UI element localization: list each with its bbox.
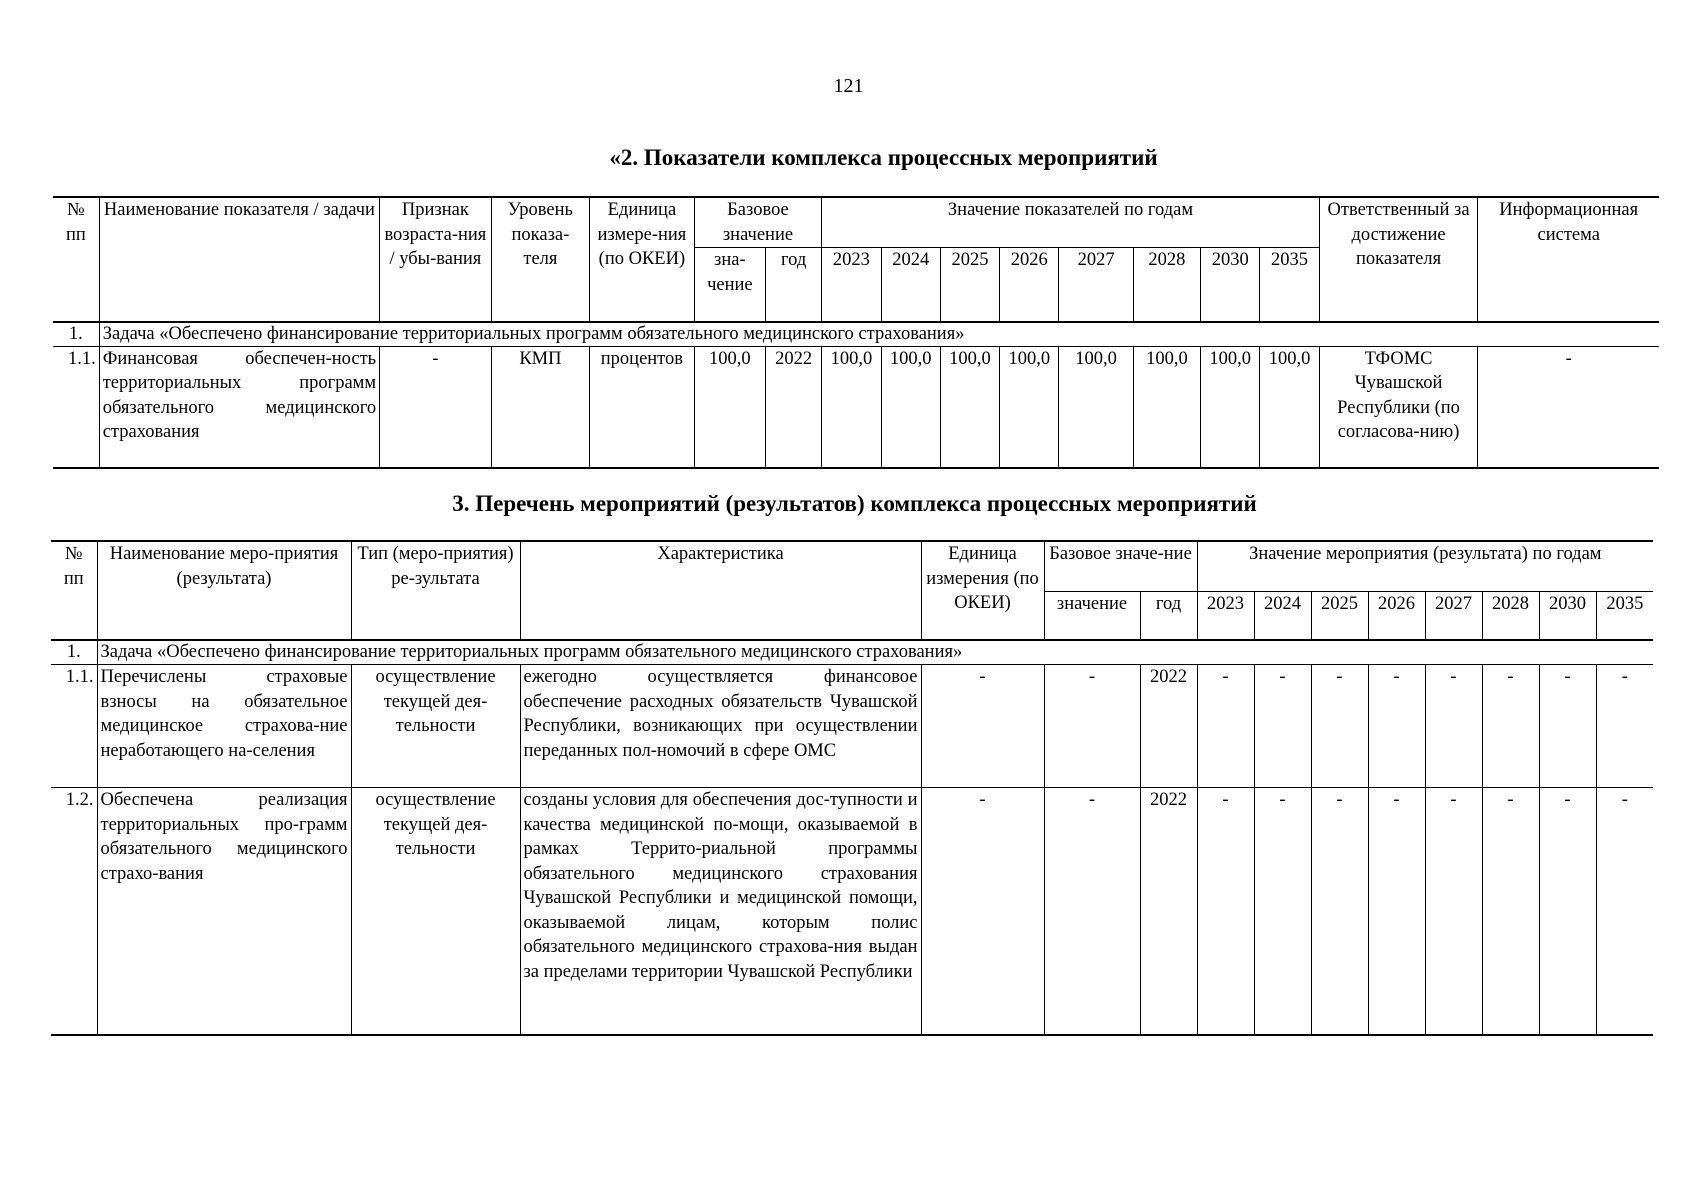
row-num: 1.2. <box>51 788 97 1035</box>
year-value: - <box>1197 665 1254 788</box>
col-header-year: 2024 <box>881 248 940 322</box>
col-header-year: 2035 <box>1596 591 1653 640</box>
measures-table <box>51 540 1653 1036</box>
col-header-year: 2027 <box>1059 248 1133 322</box>
year-value: - <box>1596 788 1653 1035</box>
base-year: 2022 <box>1140 788 1197 1035</box>
col-header-base: Базовое значе-ние <box>1044 541 1197 591</box>
year-value: 100,0 <box>822 346 881 468</box>
base-value: 100,0 <box>694 346 765 468</box>
year-value: - <box>1539 665 1596 788</box>
col-header-year: 2023 <box>822 248 881 322</box>
measure-unit: - <box>921 665 1044 788</box>
row-num: 1.1. <box>51 665 97 788</box>
measure-type: осуществление текущей дея-тельности <box>351 665 520 788</box>
indicator-sign: - <box>380 346 492 468</box>
col-header-values-by-year: Значение показателей по годам <box>822 197 1319 248</box>
col-header-year: 2023 <box>1197 591 1254 640</box>
col-header-year: 2028 <box>1482 591 1539 640</box>
col-header-year: 2026 <box>1000 248 1059 322</box>
col-header-name: Наименование меро-приятия (результата) <box>97 541 351 640</box>
year-value: 100,0 <box>1133 346 1200 468</box>
year-value: - <box>1425 665 1482 788</box>
row-num: 1.1. <box>53 346 99 468</box>
col-header-year: 2027 <box>1425 591 1482 640</box>
section-3-title: 3. Перечень мероприятий (результатов) комплекса процессных мероприятий <box>452 491 1257 516</box>
year-value: 100,0 <box>940 346 999 468</box>
task-num: 1. <box>51 640 97 665</box>
col-header-sign: Признак возраста-ния / убы-вания <box>380 197 492 322</box>
base-value: - <box>1044 788 1140 1035</box>
year-value: - <box>1482 665 1539 788</box>
task-text: Задача «Обеспечено финансирование территориальных программ обязательного медицинского страхования» <box>99 322 1659 347</box>
base-year: 2022 <box>766 346 822 468</box>
base-value: - <box>1044 665 1140 788</box>
year-value: - <box>1425 788 1482 1035</box>
task-row <box>51 640 1653 665</box>
col-header-level: Уровень показа-теля <box>491 197 589 322</box>
col-header-num: № пп <box>53 197 99 322</box>
col-header-year: 2025 <box>940 248 999 322</box>
indicators-table <box>53 196 1659 469</box>
col-header-year: 2024 <box>1254 591 1311 640</box>
year-value: - <box>1254 665 1311 788</box>
col-header-base-year: год <box>766 248 822 322</box>
col-header-year: 2035 <box>1260 248 1319 322</box>
col-header-unit: Единица измере-ния (по ОКЕИ) <box>590 197 695 322</box>
col-header-unit: Единица измерения (по ОКЕИ) <box>921 541 1044 640</box>
col-header-values-by-year: Значение мероприятия (результата) по годам <box>1197 541 1653 591</box>
col-header-year: 2028 <box>1133 248 1200 322</box>
year-value: - <box>1311 665 1368 788</box>
col-header-info-system: Информационная система <box>1478 197 1659 322</box>
col-header-characteristic: Характеристика <box>520 541 921 640</box>
indicator-level: КМП <box>491 346 589 468</box>
col-header-year: 2030 <box>1201 248 1260 322</box>
col-header-year: 2026 <box>1368 591 1425 640</box>
page-number: 121 <box>833 75 864 97</box>
year-value: - <box>1539 788 1596 1035</box>
measure-characteristic: ежегодно осуществляется финансовое обеспечение расходных обязательств Чувашской Республики, возникающих при осуществлении переданных пол-номочий в сфере ОМС <box>520 665 921 788</box>
year-value: 100,0 <box>1260 346 1319 468</box>
col-header-year: 2030 <box>1539 591 1596 640</box>
year-value: 100,0 <box>881 346 940 468</box>
section-2-title: «2. Показатели комплекса процессных мероприятий <box>609 145 1158 170</box>
table-header-row <box>53 197 1659 248</box>
indicator-name: Финансовая обеспечен-ность территориальных программ обязательного медицинского страхования <box>99 346 379 468</box>
year-value: - <box>1368 788 1425 1035</box>
col-header-name: Наименование показателя / задачи <box>99 197 379 322</box>
table-row <box>51 788 1653 1035</box>
info-system: - <box>1478 346 1659 468</box>
col-header-base: Базовое значение <box>694 197 822 248</box>
measure-type: осуществление текущей дея-тельности <box>351 788 520 1035</box>
task-num: 1. <box>53 322 99 347</box>
col-header-responsible: Ответственный за достижение показателя <box>1319 197 1478 322</box>
col-header-type: Тип (меро-приятия) ре-зультата <box>351 541 520 640</box>
base-year: 2022 <box>1140 665 1197 788</box>
col-header-base-value: значение <box>1044 591 1140 640</box>
year-value: 100,0 <box>1201 346 1260 468</box>
indicator-unit: процентов <box>590 346 695 468</box>
task-text: Задача «Обеспечено финансирование территориальных программ обязательного медицинского страхования» <box>97 640 1653 665</box>
year-value: - <box>1311 788 1368 1035</box>
measure-name: Обеспечена реализация территориальных про-грамм обязательного медицинского страхо-вания <box>97 788 351 1035</box>
col-header-num: № пп <box>51 541 97 640</box>
responsible: ТФОМС Чувашской Республики (по согласова-нию) <box>1319 346 1478 468</box>
col-header-base-value: зна-чение <box>694 248 765 322</box>
table-header-row <box>51 541 1653 591</box>
year-value: - <box>1482 788 1539 1035</box>
measure-name: Перечислены страховые взносы на обязательное медицинское страхова-ние неработающего на-селения <box>97 665 351 788</box>
task-row <box>53 322 1659 347</box>
col-header-year: 2025 <box>1311 591 1368 640</box>
year-value: 100,0 <box>1000 346 1059 468</box>
col-header-base-year: год <box>1140 591 1197 640</box>
measure-unit: - <box>921 788 1044 1035</box>
measure-characteristic: созданы условия для обеспечения дос-тупности и качества медицинской по-мощи, оказываемой в рамках Террито-риальной программы обязательного медицинского страхования Чувашской Республики и медицинской помощи, оказываемой лицам, которым полис обязательного медицинского страхова-ния выдан за пределами территории Чувашской Республики <box>520 788 921 1035</box>
year-value: - <box>1596 665 1653 788</box>
year-value: - <box>1254 788 1311 1035</box>
year-value: - <box>1368 665 1425 788</box>
year-value: 100,0 <box>1059 346 1133 468</box>
table-row <box>53 346 1659 468</box>
year-value: - <box>1197 788 1254 1035</box>
table-row <box>51 665 1653 788</box>
